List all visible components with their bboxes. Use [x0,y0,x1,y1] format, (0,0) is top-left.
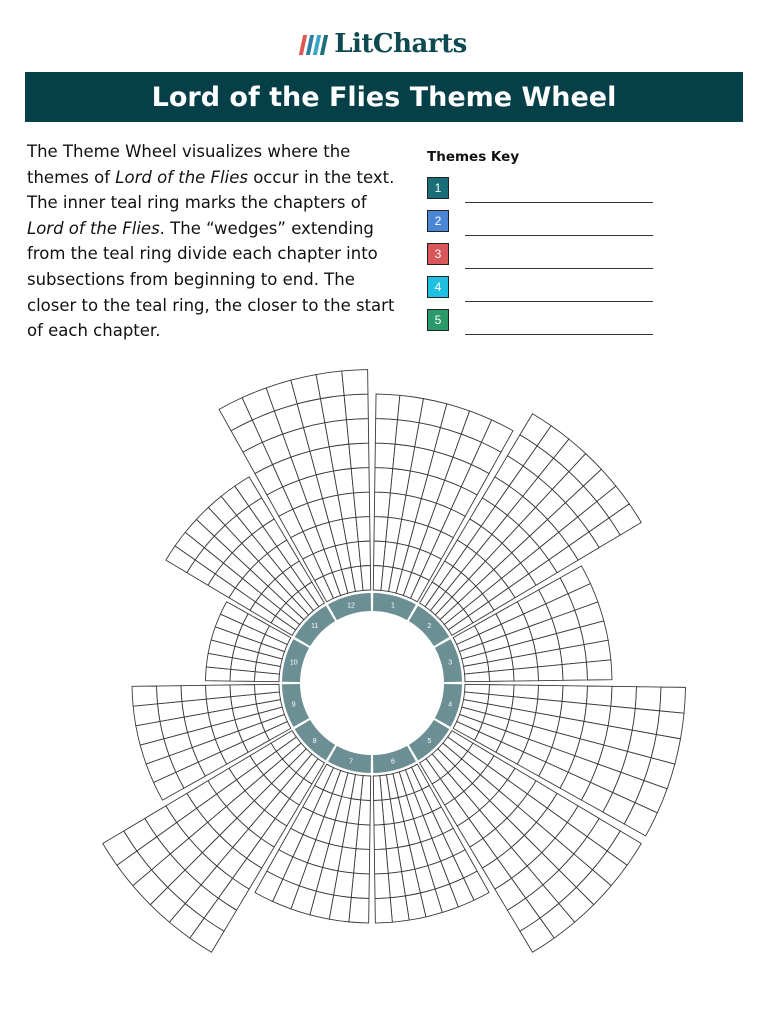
intro-paragraph [27,139,399,344]
wedge-cell[interactable] [375,873,391,898]
logo-stripe [320,35,328,55]
wedge-cell[interactable] [513,667,538,681]
wedge-cell[interactable] [538,665,563,681]
themes-key-title: Themes Key [427,149,520,165]
wedge-cell[interactable] [132,686,157,706]
wedge-cell[interactable] [584,640,611,662]
page-title: Lord of the Flies Theme Wheel [151,81,617,113]
book-title-1: Lord of the Flies [115,167,248,187]
theme-color-swatch: 4 [427,276,449,298]
wedge-cell[interactable] [660,687,686,713]
theme-key-row-2 [427,210,655,236]
theme-color-swatch: 3 [427,243,449,265]
wedge-cell[interactable] [489,669,514,681]
wedge-cell[interactable] [375,468,393,493]
page-title-banner [25,72,743,122]
wedge-cell[interactable] [351,873,369,898]
chapter-label: 8 [312,737,317,745]
wedge-cell[interactable] [349,898,369,923]
theme-key-row-3 [427,243,655,269]
wedge-cell[interactable] [374,824,386,849]
wedge-cell[interactable] [587,686,612,706]
theme-name-line[interactable] [465,235,653,236]
wedge-cell[interactable] [374,800,384,825]
chapter-label: 2 [427,623,432,631]
intro-text-2: occur in the text. The inner teal ring marks the chapters of [27,167,395,213]
wedge-cell[interactable] [316,371,344,399]
wedge-cell[interactable] [157,686,182,704]
chapter-label: 11 [311,623,319,631]
wedge-cell[interactable] [181,685,206,701]
wedge-cell[interactable] [351,468,369,493]
wedge-cell[interactable] [375,443,395,468]
chapter-label: 3 [448,659,453,667]
theme-name-line[interactable] [465,334,653,335]
theme-key-row-4 [427,276,655,302]
wedge-cell[interactable] [562,662,587,680]
chapter-label: 10 [289,659,298,667]
theme-key-row-5 [427,309,655,335]
theme-wheel [0,355,768,1015]
wedge-cell[interactable] [656,711,684,739]
chapter-label: 6 [391,758,395,766]
wedge-cell[interactable] [354,492,370,517]
wedge-cell[interactable] [374,849,388,874]
wedge-cell[interactable] [325,420,349,447]
theme-name-line[interactable] [465,202,653,203]
wedge-cell[interactable] [344,394,368,420]
chapter-label: 1 [391,602,395,610]
logo-text: LitCharts [334,29,467,59]
theme-color-swatch: 1 [427,177,449,199]
wedge-cell[interactable] [635,687,661,711]
chapter-label: 12 [347,602,355,610]
intro-text-3: . The “wedges” extending from the teal ring divide each chapter into subsections from beginning to end. The closer to the teal ring, the closer to the start of each chapter. [27,218,395,341]
theme-color-swatch: 2 [427,210,449,232]
wedge-cell[interactable] [356,517,370,542]
wedge-cell[interactable] [358,541,370,566]
wedge-cell[interactable] [376,394,400,420]
wedge-cell[interactable] [390,896,409,922]
wedge-cell[interactable] [349,443,369,468]
theme-key-row-1 [427,177,655,203]
wedge-cell[interactable] [230,685,255,697]
theme-name-line[interactable] [465,268,653,269]
chapter-label: 7 [349,758,353,766]
intro-text-1: The Theme Wheel visualizes where the themes of [27,142,351,187]
chapter-label: 9 [291,701,296,709]
wedge-cell[interactable] [347,419,369,445]
wedge-cell[interactable] [562,686,587,704]
wedge-cell[interactable] [206,685,231,699]
wedge-cell[interactable] [329,444,351,471]
wedge-cell[interactable] [342,370,368,396]
theme-color-swatch: 5 [427,309,449,331]
book-title-2: Lord of the Flies [27,218,160,238]
wedge-cell[interactable] [587,660,612,680]
wedge-cell[interactable] [133,704,160,726]
wedge-cell[interactable] [375,419,397,445]
litcharts-logo [0,24,768,64]
wedge-cell[interactable] [611,686,637,708]
chapter-label: 4 [448,701,453,709]
chapter-label: 5 [427,737,432,745]
theme-name-line[interactable] [465,301,653,302]
wedge-cell[interactable] [320,395,346,422]
wedge-cell[interactable] [375,898,392,923]
litcharts-logo-icon [301,33,326,55]
